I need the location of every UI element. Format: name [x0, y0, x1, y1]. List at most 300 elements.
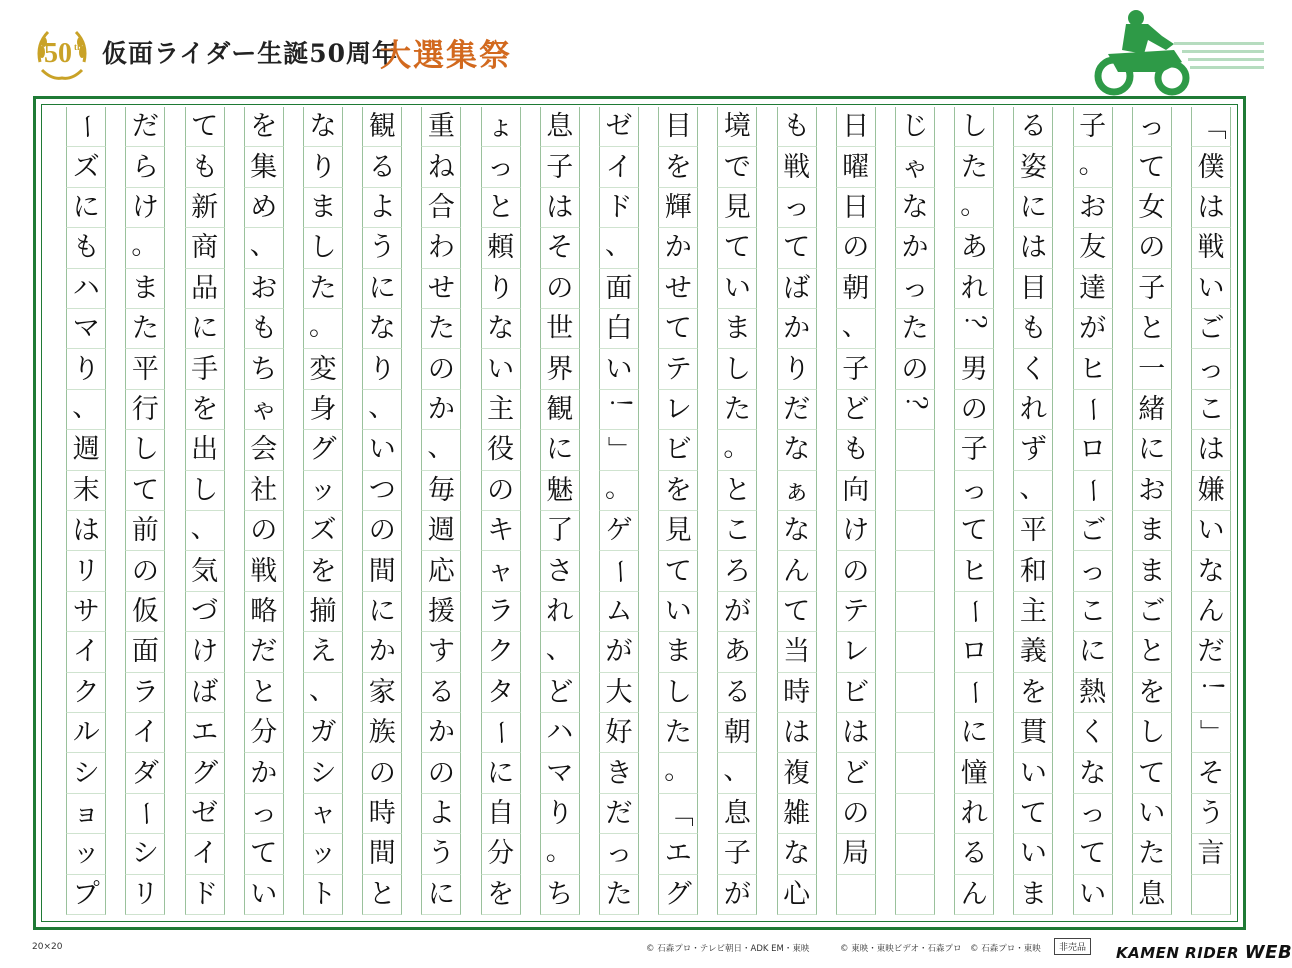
manuscript-cell: [895, 713, 935, 753]
manuscript-column: [954, 107, 994, 915]
manuscript-cell: [540, 471, 580, 511]
manuscript-char: を: [1138, 676, 1166, 708]
manuscript-char: 、: [190, 513, 218, 544]
manuscript-char: は: [1197, 434, 1225, 466]
manuscript-char: よ: [427, 797, 455, 829]
manuscript-cell: [303, 753, 343, 793]
manuscript-char: 境: [723, 111, 751, 143]
manuscript-cell: [1132, 875, 1172, 915]
copyright-text: © 東映・東映ビデオ・石森プロ: [840, 944, 962, 954]
manuscript-char: 家: [368, 676, 396, 708]
manuscript-char: の: [487, 474, 515, 506]
manuscript-cell: [777, 713, 817, 753]
manuscript-cell: [421, 390, 461, 430]
manuscript-char: っ: [1079, 555, 1107, 587]
manuscript-cell: [836, 753, 876, 793]
manuscript-cell: [1191, 430, 1231, 470]
manuscript-cell: [125, 592, 165, 632]
manuscript-char: 戦: [250, 555, 278, 587]
manuscript-cell: [954, 107, 994, 147]
grid-size-label: 20×20: [32, 942, 63, 952]
manuscript-char: テ: [842, 595, 870, 627]
manuscript-char: て: [960, 515, 988, 547]
manuscript-cell: [1013, 471, 1053, 511]
manuscript-cell: [895, 875, 935, 915]
manuscript-char: 息: [723, 797, 751, 829]
manuscript-cell: [362, 753, 402, 793]
manuscript-char: 間: [368, 555, 396, 587]
manuscript-char: け: [842, 515, 870, 547]
manuscript-paper: [33, 96, 1246, 930]
manuscript-cell: [1073, 349, 1113, 389]
manuscript-cell: [1191, 228, 1231, 268]
manuscript-char: て: [664, 555, 692, 587]
manuscript-cell: [244, 875, 284, 915]
manuscript-char: っ: [250, 797, 278, 829]
manuscript-cell: [185, 107, 225, 147]
manuscript-cell: [1132, 188, 1172, 228]
kamen-rider-web-logo: [1116, 942, 1292, 963]
manuscript-cell: [421, 511, 461, 551]
manuscript-cell: [421, 147, 461, 187]
manuscript-cell: [717, 309, 757, 349]
manuscript-cell: [362, 794, 402, 834]
manuscript-char: 。: [605, 472, 632, 504]
manuscript-cell: [1013, 269, 1053, 309]
manuscript-char: ！: [1195, 678, 1227, 706]
manuscript-char: だ: [605, 797, 633, 829]
manuscript-cell: [599, 673, 639, 713]
manuscript-char: る: [368, 151, 396, 183]
manuscript-cell: [599, 188, 639, 228]
manuscript-char: 緒: [1138, 393, 1166, 425]
manuscript-char: い: [1197, 272, 1225, 304]
manuscript-cell: [303, 834, 343, 874]
manuscript-cell: [362, 349, 402, 389]
manuscript-char: た: [309, 272, 337, 304]
manuscript-char: な: [368, 313, 396, 345]
manuscript-column: [421, 107, 461, 915]
manuscript-char: 援: [427, 595, 455, 627]
manuscript-char: ダ: [131, 757, 159, 789]
manuscript-char: に: [1138, 434, 1166, 466]
manuscript-cell: [1191, 592, 1231, 632]
manuscript-cell: [421, 753, 461, 793]
manuscript-cell: [481, 632, 521, 672]
manuscript-char: と: [368, 878, 396, 910]
manuscript-cell: [1191, 511, 1231, 551]
manuscript-char: 息: [1138, 878, 1166, 910]
manuscript-char: 頼: [487, 232, 515, 264]
manuscript-char: 、: [605, 230, 632, 262]
manuscript-cell: [836, 147, 876, 187]
manuscript-char: づ: [191, 595, 219, 627]
manuscript-cell: [362, 188, 402, 228]
manuscript-cell: [836, 511, 876, 551]
manuscript-cell: [421, 471, 461, 511]
manuscript-cell: [836, 673, 876, 713]
manuscript-cell: [540, 875, 580, 915]
logo-text: KAMEN RIDER: [1116, 944, 1240, 962]
manuscript-cell: [658, 309, 698, 349]
manuscript-cell: [540, 713, 580, 753]
manuscript-cell: [599, 107, 639, 147]
manuscript-char: 品: [191, 272, 219, 304]
manuscript-cell: [362, 228, 402, 268]
manuscript-cell: [125, 834, 165, 874]
manuscript-char: な: [901, 191, 929, 223]
manuscript-char: ャ: [487, 555, 515, 587]
manuscript-cell: [481, 471, 521, 511]
manuscript-cell: [481, 309, 521, 349]
manuscript-cell: [244, 430, 284, 470]
manuscript-char: が: [723, 878, 751, 910]
manuscript-cell: [244, 753, 284, 793]
manuscript-char: は: [546, 191, 574, 223]
manuscript-char: ま: [664, 636, 692, 668]
manuscript-cell: [185, 471, 225, 511]
manuscript-char: 週: [72, 434, 100, 466]
manuscript-cell: [658, 632, 698, 672]
manuscript-char: に: [427, 878, 455, 910]
manuscript-cell: [185, 228, 225, 268]
manuscript-cell: [836, 309, 876, 349]
manuscript-char: う: [427, 838, 455, 870]
manuscript-cell: [658, 834, 698, 874]
manuscript-cell: [895, 349, 935, 389]
manuscript-cell: [954, 188, 994, 228]
manuscript-char: 「: [1195, 113, 1227, 141]
manuscript-char: ま: [309, 191, 337, 223]
manuscript-char: い: [1138, 797, 1166, 829]
manuscript-char: る: [960, 838, 988, 870]
manuscript-cell: [777, 228, 817, 268]
manuscript-char: 憧: [960, 757, 988, 789]
manuscript-char: て: [664, 313, 692, 345]
manuscript-char: れ: [960, 797, 988, 829]
manuscript-char: シ: [131, 838, 159, 870]
manuscript-cell: [1073, 511, 1113, 551]
manuscript-char: 当: [783, 636, 811, 668]
manuscript-cell: [244, 592, 284, 632]
manuscript-cell: [185, 430, 225, 470]
manuscript-char: の: [250, 515, 278, 547]
manuscript-cell: [1191, 390, 1231, 430]
manuscript-char: 世: [546, 313, 574, 345]
manuscript-cell: [481, 430, 521, 470]
manuscript-cell: [303, 107, 343, 147]
manuscript-cell: [303, 228, 343, 268]
manuscript-cell: [481, 794, 521, 834]
manuscript-char: ム: [605, 595, 633, 627]
manuscript-char: る: [427, 676, 455, 708]
manuscript-char: く: [1019, 353, 1047, 385]
manuscript-char: い: [1019, 838, 1047, 870]
manuscript-cell: [599, 309, 639, 349]
manuscript-cell: [185, 511, 225, 551]
manuscript-char: 「: [662, 799, 694, 827]
manuscript-char: る: [723, 676, 751, 708]
manuscript-char: っ: [1079, 797, 1107, 829]
manuscript-cell: [481, 269, 521, 309]
manuscript-cell: [125, 390, 165, 430]
manuscript-cell: [954, 673, 994, 713]
manuscript-char: ッ: [309, 474, 337, 506]
manuscript-cell: [1073, 713, 1113, 753]
manuscript-char: 男: [960, 353, 988, 385]
manuscript-column: [658, 107, 698, 915]
manuscript-char: 、: [309, 674, 336, 706]
manuscript-char: 。: [1078, 149, 1106, 181]
manuscript-cell: [777, 188, 817, 228]
manuscript-char: 達: [1079, 272, 1107, 304]
manuscript-cell: [481, 753, 521, 793]
manuscript-char: 会: [250, 434, 278, 466]
manuscript-char: っ: [901, 272, 929, 304]
manuscript-char: し: [960, 111, 988, 143]
manuscript-char: 揃: [309, 595, 337, 627]
manuscript-cell: [777, 107, 817, 147]
manuscript-char: に: [546, 434, 574, 466]
manuscript-char: は: [842, 717, 870, 749]
manuscript-char: ロ: [1079, 434, 1107, 466]
manuscript-cell: [777, 592, 817, 632]
manuscript-cell: [1191, 632, 1231, 672]
manuscript-cell: [125, 632, 165, 672]
page-footer: [0, 932, 1292, 968]
manuscript-char: リ: [72, 555, 100, 587]
manuscript-cell: [244, 269, 284, 309]
manuscript-cell: [244, 147, 284, 187]
manuscript-char: キ: [487, 515, 515, 547]
manuscript-char: な: [783, 515, 811, 547]
manuscript-char: と: [723, 474, 751, 506]
manuscript-cell: [540, 834, 580, 874]
manuscript-char: グ: [664, 878, 692, 910]
manuscript-cell: [362, 551, 402, 591]
manuscript-char: 面: [131, 636, 159, 668]
manuscript-cell: [185, 592, 225, 632]
manuscript-cell: [777, 673, 817, 713]
manuscript-cell: [1191, 713, 1231, 753]
manuscript-column: [599, 107, 639, 915]
manuscript-char: こ: [1079, 595, 1107, 627]
manuscript-cell: [1191, 834, 1231, 874]
manuscript-char: な: [1079, 757, 1107, 789]
manuscript-char: ー: [1077, 476, 1109, 504]
manuscript-char: 平: [131, 353, 159, 385]
manuscript-char: 集: [250, 151, 278, 183]
manuscript-cell: [954, 309, 994, 349]
manuscript-cell: [599, 551, 639, 591]
manuscript-cell: [1191, 349, 1231, 389]
manuscript-cell: [777, 309, 817, 349]
manuscript-char: ー: [70, 113, 102, 141]
manuscript-char: ？: [899, 395, 931, 423]
manuscript-cell: [540, 592, 580, 632]
manuscript-char: ロ: [960, 636, 988, 668]
manuscript-cell: [954, 349, 994, 389]
manuscript-cell: [362, 632, 402, 672]
manuscript-cell: [244, 551, 284, 591]
manuscript-char: ャ: [309, 797, 337, 829]
manuscript-char: サ: [72, 595, 100, 627]
manuscript-cell: [1073, 269, 1113, 309]
manuscript-char: の: [368, 515, 396, 547]
manuscript-cell: [717, 269, 757, 309]
manuscript-char: 、: [72, 391, 100, 423]
manuscript-cell: [244, 188, 284, 228]
manuscript-cell: [658, 107, 698, 147]
manuscript-cell: [540, 753, 580, 793]
manuscript-char: ビ: [664, 434, 692, 466]
manuscript-cell: [1073, 551, 1113, 591]
manuscript-cell: [777, 269, 817, 309]
manuscript-char: な: [783, 838, 811, 870]
manuscript-char: 行: [131, 393, 159, 425]
manuscript-cell: [777, 875, 817, 915]
manuscript-cell: [540, 430, 580, 470]
manuscript-char: が: [1079, 313, 1107, 345]
manuscript-cell: [777, 551, 817, 591]
manuscript-cell: [66, 592, 106, 632]
manuscript-cell: [1191, 875, 1231, 915]
manuscript-cell: [777, 147, 817, 187]
manuscript-cell: [125, 511, 165, 551]
manuscript-char: ゼ: [191, 797, 219, 829]
manuscript-cell: [362, 269, 402, 309]
manuscript-char: い: [1197, 515, 1225, 547]
manuscript-char: 大: [605, 676, 633, 708]
manuscript-char: ん: [783, 555, 811, 587]
manuscript-cell: [717, 471, 757, 511]
manuscript-cell: [303, 673, 343, 713]
manuscript-char: か: [368, 636, 396, 668]
manuscript-char: じ: [901, 111, 929, 143]
manuscript-cell: [1191, 188, 1231, 228]
manuscript-cell: [599, 349, 639, 389]
manuscript-char: ク: [487, 636, 515, 668]
manuscript-cell: [777, 834, 817, 874]
manuscript-char: ゃ: [901, 151, 929, 183]
manuscript-cell: [244, 471, 284, 511]
manuscript-column: [540, 107, 580, 915]
manuscript-cell: [717, 673, 757, 713]
manuscript-char: こ: [1197, 393, 1225, 425]
manuscript-cell: [125, 107, 165, 147]
manuscript-char: お: [1138, 474, 1166, 506]
manuscript-char: も: [842, 434, 870, 466]
manuscript-char: ど: [842, 757, 870, 789]
manuscript-cell: [66, 471, 106, 511]
manuscript-cell: [954, 430, 994, 470]
manuscript-char: 好: [605, 717, 633, 749]
manuscript-char: て: [191, 111, 219, 143]
manuscript-char: 子: [1079, 111, 1107, 143]
manuscript-char: め: [250, 191, 278, 223]
manuscript-cell: [185, 632, 225, 672]
manuscript-char: と: [487, 191, 515, 223]
manuscript-cell: [717, 875, 757, 915]
manuscript-char: ッ: [72, 838, 100, 870]
manuscript-char: 朝: [842, 272, 870, 304]
manuscript-cell: [66, 673, 106, 713]
manuscript-cell: [717, 632, 757, 672]
manuscript-cell: [836, 188, 876, 228]
manuscript-cell: [66, 875, 106, 915]
manuscript-cell: [895, 430, 935, 470]
manuscript-cell: [303, 713, 343, 753]
manuscript-char: た: [960, 151, 988, 183]
manuscript-char: を: [191, 393, 219, 425]
manuscript-cell: [1013, 673, 1053, 713]
manuscript-cell: [954, 269, 994, 309]
manuscript-char: 出: [191, 434, 219, 466]
manuscript-char: 義: [1019, 636, 1047, 668]
motorcycle-rider-icon: [1078, 6, 1268, 100]
manuscript-char: ド: [605, 191, 633, 223]
manuscript-column: [303, 107, 343, 915]
logo-web: WEB: [1244, 942, 1292, 963]
manuscript-char: さ: [546, 555, 574, 587]
manuscript-column: [1132, 107, 1172, 915]
manuscript-cell: [303, 471, 343, 511]
manuscript-cell: [421, 551, 461, 591]
manuscript-char: う: [368, 232, 396, 264]
manuscript-char: ッ: [309, 838, 337, 870]
manuscript-char: 、: [1019, 472, 1047, 504]
manuscript-char: こ: [723, 515, 751, 547]
manuscript-char: 和: [1019, 555, 1047, 587]
manuscript-char: た: [131, 313, 159, 345]
manuscript-char: 白: [605, 313, 633, 345]
manuscript-char: ー: [485, 719, 517, 747]
manuscript-char: テ: [664, 353, 692, 385]
manuscript-cell: [66, 188, 106, 228]
manuscript-char: 自: [487, 797, 515, 829]
manuscript-char: リ: [131, 878, 159, 910]
manuscript-column: [836, 107, 876, 915]
manuscript-cell: [421, 107, 461, 147]
manuscript-cell: [658, 551, 698, 591]
manuscript-char: あ: [960, 232, 988, 264]
manuscript-char: ち: [546, 878, 574, 910]
manuscript-cell: [1191, 753, 1231, 793]
manuscript-char: い: [1019, 757, 1047, 789]
manuscript-cell: [362, 390, 402, 430]
manuscript-cell: [1013, 107, 1053, 147]
manuscript-char: ド: [191, 878, 219, 910]
manuscript-cell: [599, 713, 639, 753]
manuscript-char: 分: [250, 717, 278, 749]
manuscript-cell: [836, 713, 876, 753]
manuscript-cell: [303, 430, 343, 470]
manuscript-cell: [717, 430, 757, 470]
manuscript-char: て: [250, 838, 278, 870]
manuscript-cell: [481, 673, 521, 713]
manuscript-cell: [1073, 147, 1113, 187]
manuscript-char: か: [664, 232, 692, 264]
manuscript-cell: [421, 673, 461, 713]
manuscript-cell: [1013, 834, 1053, 874]
manuscript-char: マ: [72, 313, 100, 345]
manuscript-char: 目: [664, 111, 692, 143]
manuscript-char: で: [723, 151, 751, 183]
manuscript-char: と: [250, 676, 278, 708]
manuscript-char: が: [605, 636, 633, 668]
manuscript-cell: [777, 632, 817, 672]
manuscript-cell: [954, 875, 994, 915]
